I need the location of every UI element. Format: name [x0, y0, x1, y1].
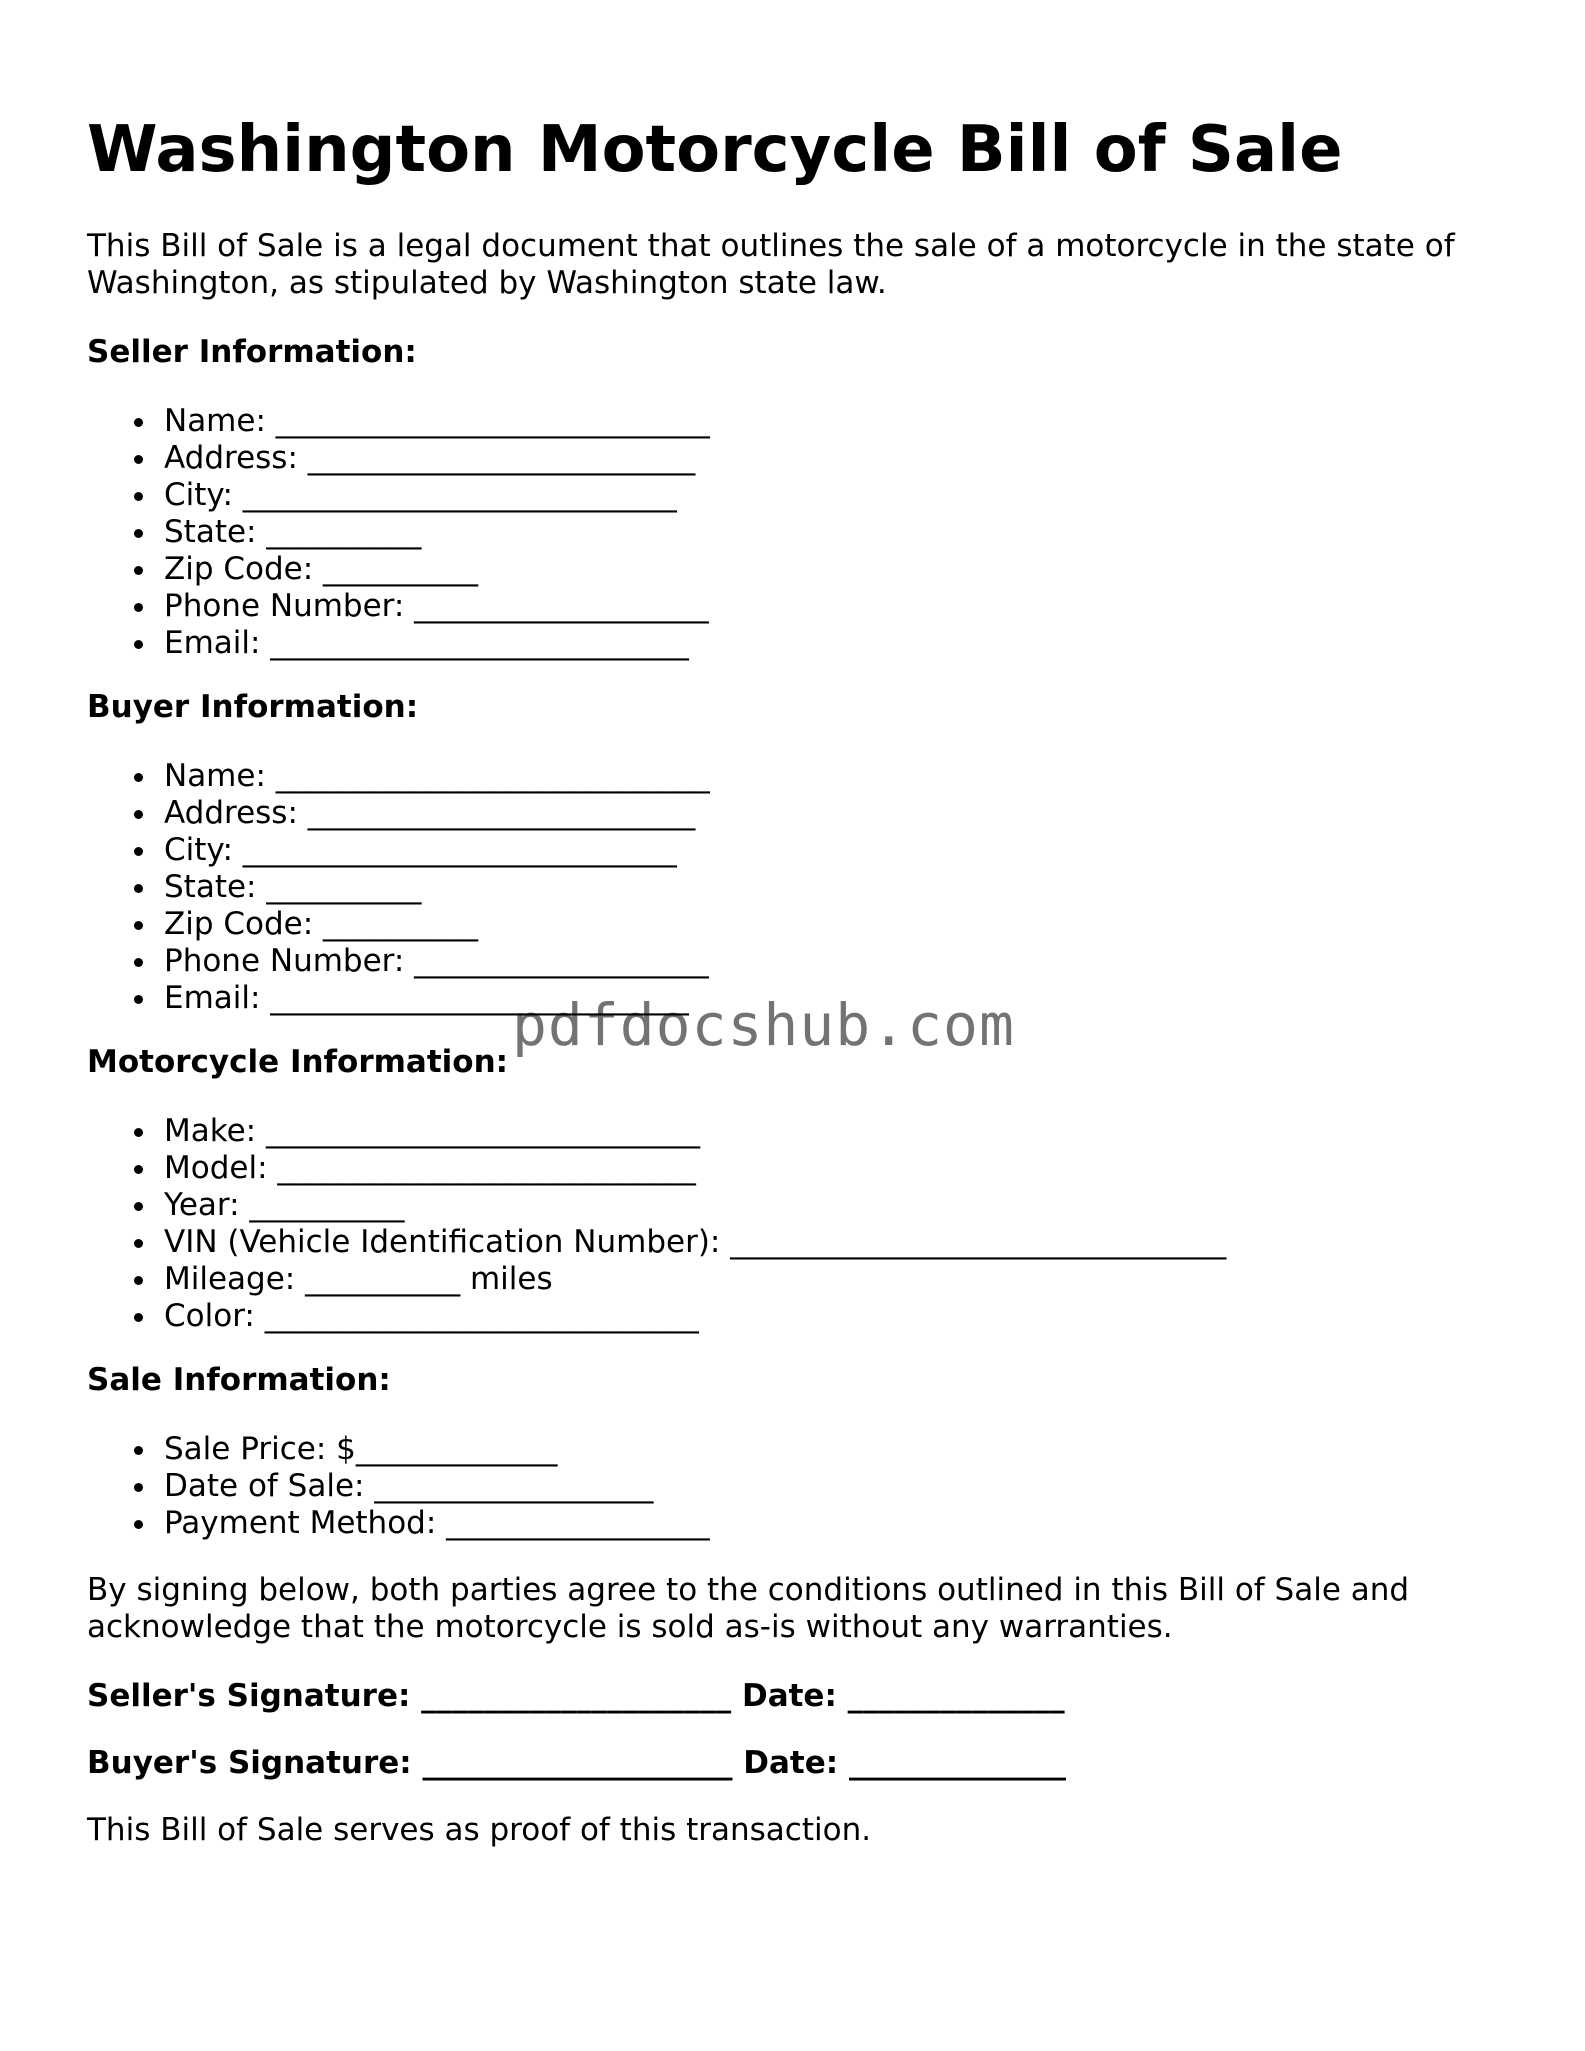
- sale-heading: Sale Information:: [87, 1362, 391, 1398]
- buyer-name-field[interactable]: Name: ____________________________: [164, 758, 710, 794]
- buyer-heading: Buyer Information:: [87, 689, 419, 725]
- seller-email-field[interactable]: Email: ___________________________: [164, 625, 710, 662]
- payment-method-field[interactable]: Payment Method: _________________: [164, 1505, 710, 1541]
- motorcycle-mileage-field[interactable]: Mileage: __________ miles: [164, 1261, 1226, 1298]
- motorcycle-make-field[interactable]: Make: ____________________________: [164, 1113, 1226, 1150]
- buyer-email-field[interactable]: Email: ___________________________: [164, 980, 710, 1017]
- sale-price-field[interactable]: Sale Price: $_____________: [164, 1431, 710, 1468]
- buyer-zip-field[interactable]: Zip Code: __________: [164, 906, 710, 943]
- motorcycle-heading: Motorcycle Information:: [87, 1044, 509, 1080]
- seller-address-field[interactable]: Address: _________________________: [164, 440, 710, 477]
- watermark-text: pdfdocshub.com: [512, 991, 1015, 1059]
- intro-paragraph: This Bill of Sale is a legal document that outlines the sale of a motorcycle in the state of Washington, as stipulated by Washington state law.: [87, 228, 1455, 301]
- seller-name-field[interactable]: Name: ____________________________: [164, 403, 710, 439]
- buyer-state-field[interactable]: State: __________: [164, 869, 710, 906]
- buyer-city-field[interactable]: City: ____________________________: [164, 832, 710, 869]
- motorcycle-year-field[interactable]: Year: __________: [164, 1187, 1226, 1224]
- seller-phone-field[interactable]: Phone Number: ___________________: [164, 588, 709, 624]
- motorcycle-vin-field[interactable]: VIN (Vehicle Identification Number): ________________________________: [164, 1224, 1227, 1260]
- seller-heading: Seller Information:: [87, 334, 417, 370]
- buyer-phone-field[interactable]: Phone Number: ___________________: [164, 943, 709, 979]
- buyer-address-field[interactable]: Address: _________________________: [164, 795, 710, 832]
- seller-signature-line[interactable]: Seller's Signature: ____________________ Date: ______________: [87, 1678, 1065, 1714]
- motorcycle-color-field[interactable]: Color: ____________________________: [164, 1298, 1226, 1335]
- buyer-signature-line[interactable]: Buyer's Signature: ____________________ Date: ______________: [87, 1745, 1066, 1781]
- agreement-paragraph: By signing below, both parties agree to the conditions outlined in this Bill of Sale and acknowledge that the motorcycle is sold as-is without any warranties.: [87, 1572, 1410, 1645]
- seller-zip-field[interactable]: Zip Code: __________: [164, 551, 710, 588]
- closing-paragraph: This Bill of Sale serves as proof of this transaction.: [87, 1812, 872, 1848]
- seller-fields-list: [87, 403, 710, 662]
- page-title: Washington Motorcycle Bill of Sale: [87, 113, 1343, 187]
- motorcycle-fields-list: [87, 1113, 1226, 1335]
- motorcycle-model-field[interactable]: Model: ___________________________: [164, 1150, 1226, 1187]
- sale-date-field[interactable]: Date of Sale: __________________: [164, 1468, 710, 1505]
- buyer-fields-list: [87, 758, 710, 1017]
- seller-city-field[interactable]: City: ____________________________: [164, 477, 710, 514]
- seller-state-field[interactable]: State: __________: [164, 514, 710, 551]
- sale-fields-list: [87, 1431, 710, 1542]
